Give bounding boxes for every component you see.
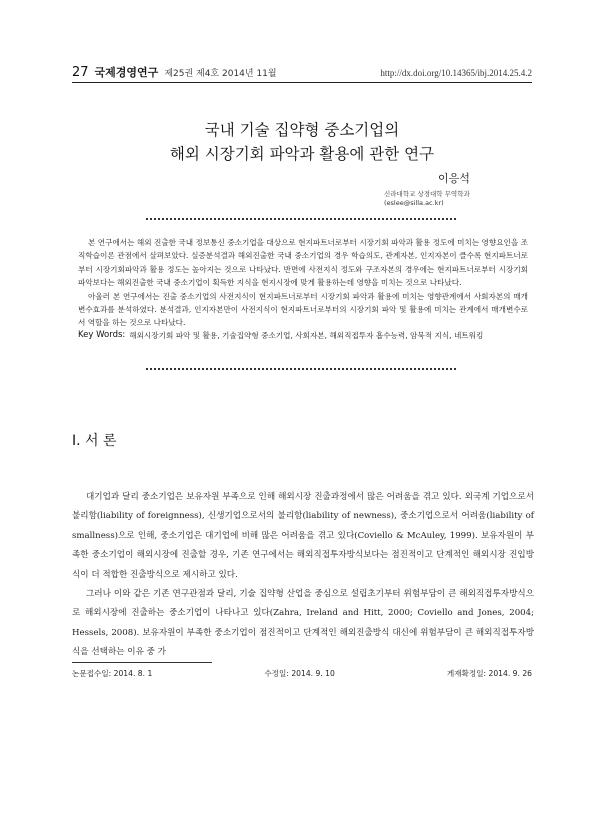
abstract-paragraph: 아울러 본 연구에서는 진출 중소기업의 사전지식이 현지파트너로부터 시장기회 파악과 활용에 미치는 영향관계에서 사회자본의 매개변수효과를 분석하였다. 분석결과, 인지자본만이 사전지식이 현지파트너로부터의 시장기회 파악 및 활용에 미치는 관계에서 매개변수로서 역할을 하는 것으로 나타났다. [78, 291, 528, 328]
footnote-rule [72, 662, 212, 663]
footnote-dates [72, 668, 532, 679]
body-paragraph: 대기업과 달리 중소기업은 보유자원 부족으로 인해 해외시장 진출과정에서 많은 어려움을 겪고 있다. 외국계 기업으로서 불리함(liability of foreignness), 신생기업으로서의 불리함(liability of newness), 중소기업으로서 어려움(liability of smallness)으로 인해, 중소기업은 대기업에 비해 많은 어려움을 겪고 있다(Coviello & McAuley, 1999). 보유자원이 부족한 중소기업이 해외시장에 진출할 경우, 기존 연구에서는 해외직접투자방식보다는 점진적이고 단계적인 해외시장 진입방식이 더 적합한 진출방식으로 제시하고 있다. [72, 492, 534, 580]
running-header [72, 64, 532, 80]
journal-issue: 제25권 제4호 2014년 11월 [164, 69, 277, 79]
doi-link[interactable]: http://dx.doi.org/10.14365/ibj.2014.25.4.2 [380, 68, 532, 78]
accepted-date: 게재확정일: 2014. 9. 26 [446, 669, 532, 678]
abstract-paragraph: 본 연구에서는 해외 진출한 국내 정보통신 중소기업을 대상으로 현지파트너로부터 시장기회 파악과 활용 정도에 미치는 영향요인을 조직학습이론 관점에서 살펴보았다. 실증분석결과 해외진출한 국내 중소기업의 경우 학습의도, 관계자본, 인지자본이 클수록 현지파트너로부터 시장기회파악과 활용 정도는 높아지는 것으로 나타났다. 반면에 사전지식 정도와 구조자본의 경우에는 현지파트너로부터 시장기회 파악보다는 해외진출한 국내 중소기업이 획득한 지식을 현지시장에 맞게 활용하는데 영향을 미치는 것으로 나타났다. [78, 238, 528, 288]
body-paragraph: 그러나 이와 같은 기존 연구관점과 달리, 기술 집약형 산업을 중심으로 설립초기부터 위험부담이 큰 해외직접투자방식으로 해외시장에 진출하는 중소기업이 나타나고 있다(Zahra, Ireland and Hitt, 2000; Coviello and Jones, 2004; Hessels, 2008). 보유자원이 부족한 중소기업이 점진적이고 단계적인 해외진출방식 대신에 위험부담이 큰 해외직접투자방식을 선택하는 이유 중 가 [72, 589, 534, 658]
paper-title [72, 118, 532, 166]
header-rule [72, 82, 532, 83]
abstract-divider-bottom [146, 368, 456, 370]
author-affiliation: 신라대학교 상경대학 무역학과 [384, 190, 470, 198]
abstract-divider-top [146, 218, 456, 220]
keywords-text: 해외시장기회 파악 및 활용, 기술집약형 중소기업, 사회자본, 해외직접투자 흡수능력, 암묵적 지식, 네트워킹 [129, 331, 484, 340]
revised-date: 수정일: 2014. 9. 10 [264, 669, 335, 678]
header-left [72, 64, 277, 80]
body-text [72, 488, 534, 663]
title-line-2: 해외 시장기회 파악과 활용에 관한 연구 [169, 145, 435, 163]
keywords-label: Key Words: [78, 330, 126, 340]
received-date: 논문접수일: 2014. 8. 1 [72, 669, 153, 678]
title-line-1: 국내 기술 집약형 중소기업의 [204, 121, 400, 139]
journal-name: 국제경영연구 [94, 66, 159, 79]
author-email[interactable]: (eslee@silla.ac.kr) [384, 199, 444, 207]
abstract [78, 236, 528, 330]
section-heading: Ⅰ. 서 론 [72, 433, 117, 449]
author-name: 이응석 [438, 172, 470, 185]
author-block [382, 170, 532, 207]
keywords [78, 329, 530, 342]
page-number: 27 [72, 65, 89, 80]
